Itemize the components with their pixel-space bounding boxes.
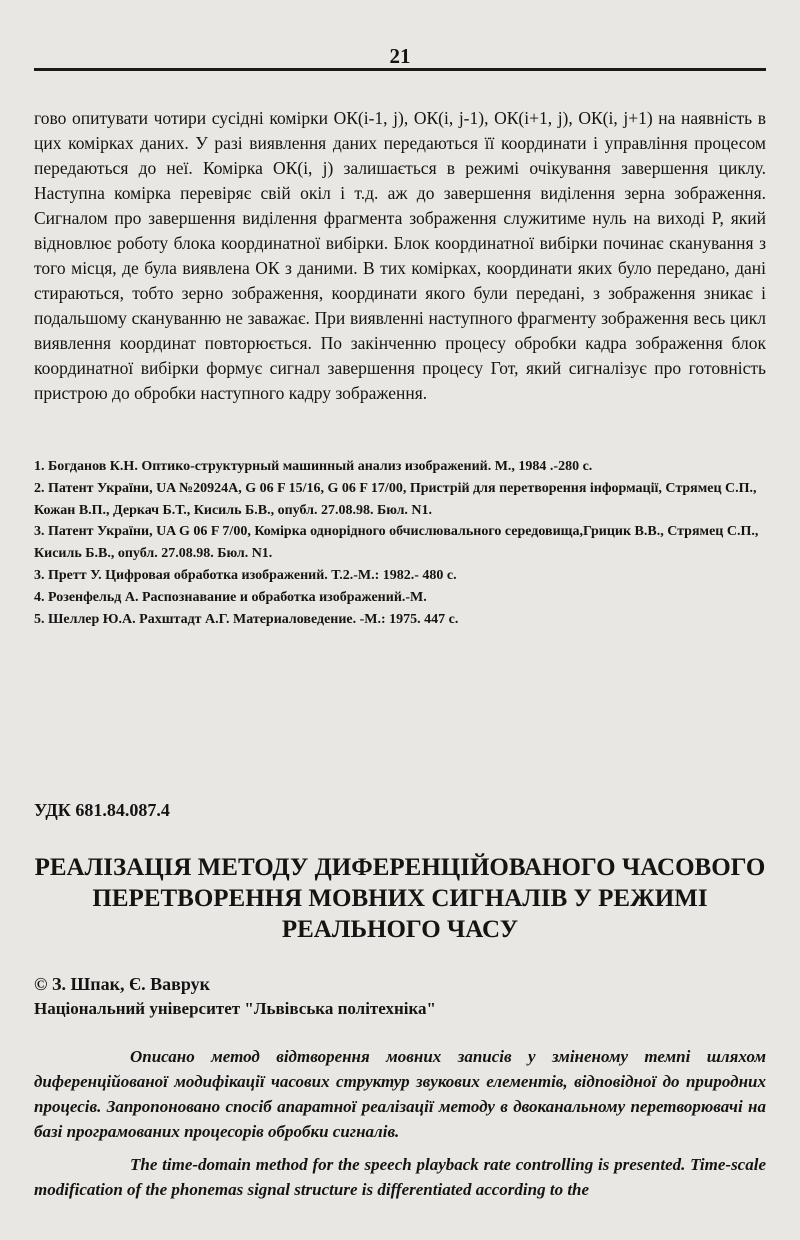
abstract-english: The time-domain method for the speech playback rate controlling is presented. Time-scale modification of the phonemas signal structure is differentiated according to the [34, 1155, 766, 1199]
reference-list [34, 456, 774, 630]
reference-item: 2. Патент України, UA №20924A, G 06 F 15/16, G 06 F 17/00, Пристрій для перетворення інформації, Стрямец С.П., Кожан В.П., Деркач Б.Т., Кисиль Б.В., опубл. 27.08.98. Бюл. N1. [34, 480, 757, 518]
reference-item: 1. Богданов К.Н. Оптико-структурный машинный анализ изображений. М., 1984 .-280 с. [34, 459, 593, 474]
abstract-ukrainian: Описано метод відтворення мовних записів у зміненому темпі шляхом диференційованої модифікації часових структур звукових елементів, відповідної до природних процесів. Запропоновано спосіб апаратної реалізації методу в двоканальному перетворювачі на базі програмованих процесорів обробки сигналів. [34, 1047, 766, 1141]
reference-item: 4. Розенфельд А. Распознавание и обработка изображений.-М. [34, 589, 427, 605]
article-authors: © З. Шпак, Є. Ваврук [34, 974, 211, 994]
reference-item: 5. Шеллер Ю.А. Рахштадт А.Г. Материаловедение. -М.: 1975. 447 с. [34, 611, 459, 627]
body-paragraph: гово опитувати чотири сусідні комірки ОК(i-1, j), ОК(i, j-1), ОК(i+1, j), ОК(i, j+1) на наявність в цих комірках даних. У разі виявлення даних передаються її координати і управління процесом передаються до неї. Комірка ОК(i, j) залишається в режимі очікування завершення циклу. Наступна комірка перевіряє свій окіл і т.д. аж до завершення виділення зерна зображення. Сигналом про завершення виділення фрагмента зображення служитиме нуль на виході P, який відновлює роботу блока координатної вибірки. Блок координатної вибірки починає сканування з того місця, де була виявлена ОК з даними. В тих комірках, координати яких було переданo, дані стираються, тобто зерно зображення, координати якого були передані, з зображення зникає і подальшому скануванню не заважає. При виявленні наступного фрагменту зображення весь цикл виявлення координат повторюється. По закінченню процесу обробки кадра зображення блок координатної вибірки формує сигнал завершення процесу Гот, який сигналізує про готовність пристрою до обробки наступного кадру зображення. [34, 108, 766, 403]
page-number: 21 [389, 44, 411, 68]
body-text [34, 106, 766, 406]
reference-item: 3. Патент України, UA G 06 F 7/00, Комірка однорідного обчислювального середовища,Грицик В.В., Стрямец С.П., Кисиль Б.В., опубл. 27.08.98. Бюл. N1. [34, 524, 759, 562]
header-rule [34, 68, 766, 71]
reference-item: 3. Претт У. Цифровая обработка изображений. Т.2.-М.: 1982.- 480 с. [34, 567, 457, 583]
article-title: РЕАЛІЗАЦІЯ МЕТОДУ ДИФЕРЕНЦІЙОВАНОГО ЧАСОВОГО ПЕРЕТВОРЕННЯ МОВНИХ СИГНАЛІВ У РЕЖИМІ РЕАЛЬНОГО ЧАСУ [34, 854, 766, 943]
udk-code: УДК 681.84.087.4 [34, 800, 170, 820]
author-affiliation: Національний університет "Львівська політехніка" [34, 999, 436, 1018]
